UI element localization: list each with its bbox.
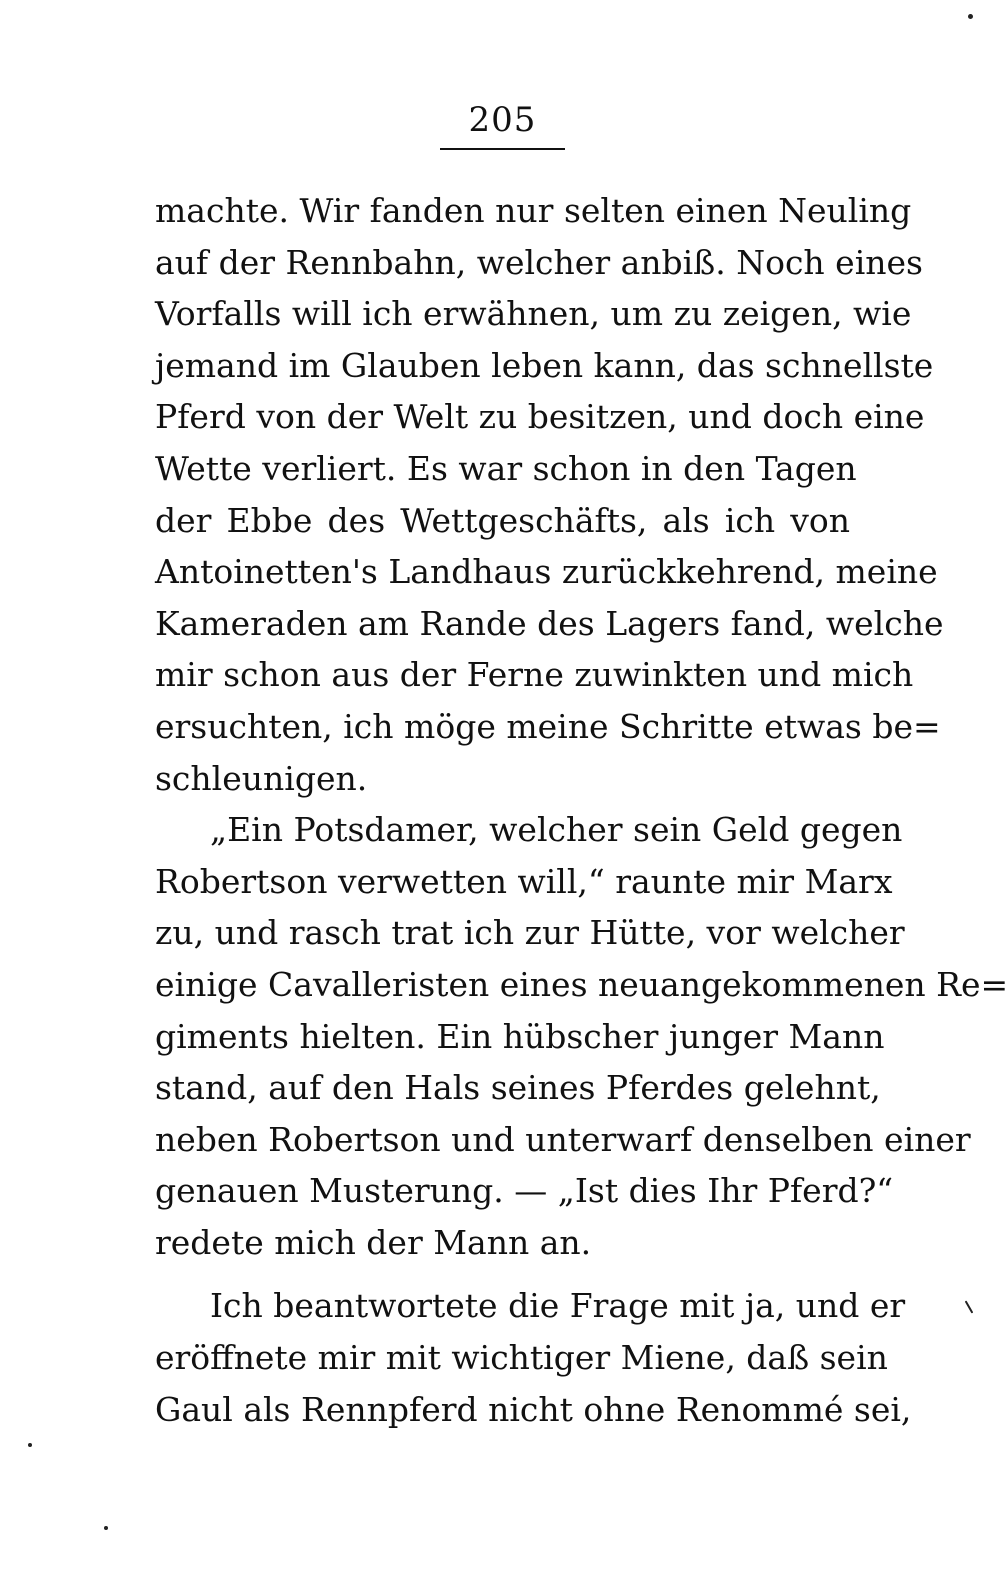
- scan-speck: [968, 14, 973, 19]
- text-line: machte. Wir fanden nur selten einen Neuling: [155, 191, 912, 230]
- text-line: der Ebbe des Wettgeschäfts, als ich von: [155, 500, 850, 540]
- paragraph-2: [155, 804, 1008, 1268]
- text-line: Ich beantwortete die Frage mit ja, und er: [210, 1286, 906, 1326]
- scan-speck: [965, 1300, 974, 1313]
- text-line: stand, auf den Hals seines Pferdes gelehnt,: [155, 1068, 881, 1108]
- text-line: ersuchten, ich möge meine Schritte etwas be=: [155, 706, 941, 746]
- text-line: eröffnete mir mit wichtiger Miene, daß sein: [155, 1338, 888, 1378]
- text-line: Pferd von der Welt zu besitzen, und doch eine: [155, 397, 925, 437]
- text-line: giments hielten. Ein hübscher junger Mann: [155, 1016, 885, 1056]
- text-line: Vorfalls will ich erwähnen, um zu zeigen, wie: [155, 294, 912, 334]
- paragraph-3: [155, 1280, 912, 1435]
- text-line: auf der Rennbahn, welcher anbiß. Noch eines: [155, 242, 923, 282]
- text-line: Robertson verwetten will,“ raunte mir Marx: [155, 861, 893, 901]
- text-line: neben Robertson und unterwarf denselben einer: [155, 1119, 971, 1159]
- text-line: genauen Musterung. — „Ist dies Ihr Pferd?“: [155, 1171, 894, 1211]
- scan-speck: [28, 1443, 32, 1447]
- text-line: Antoinetten's Landhaus zurückkehrend, meine: [155, 552, 938, 592]
- text-line: einige Cavalleristen eines neuangekommenen Re=: [155, 964, 1008, 1004]
- paragraph-gap: [155, 1268, 850, 1280]
- text-line: Gaul als Rennpferd nicht ohne Renommé sei,: [155, 1389, 912, 1429]
- text-line: Kameraden am Rande des Lagers fand, welche: [155, 603, 944, 643]
- paragraph-1: [155, 185, 944, 804]
- text-line: „Ein Potsdamer, welcher sein Geld gegen: [210, 810, 903, 850]
- scan-speck: [104, 1526, 108, 1530]
- page-number: 205: [468, 100, 537, 140]
- text-line: mir schon aus der Ferne zuwinkten und mich: [155, 655, 914, 695]
- text-line: jemand im Glauben leben kann, das schnellste: [155, 345, 934, 385]
- text-line: Wette verliert. Es war schon in den Tagen: [155, 448, 857, 488]
- text-line: schleunigen.: [155, 758, 368, 798]
- text-line: zu, und rasch trat ich zur Hütte, vor welcher: [155, 913, 905, 953]
- body-text: [155, 185, 1008, 1435]
- text-line: redete mich der Mann an.: [155, 1222, 592, 1262]
- page-number-rule: [440, 148, 565, 150]
